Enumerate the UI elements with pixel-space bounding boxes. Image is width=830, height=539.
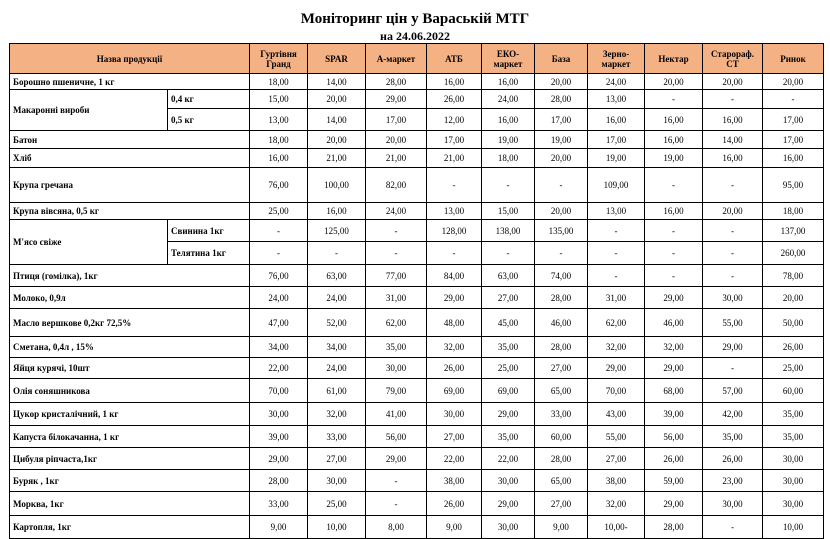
price-cell: 29,00 (366, 448, 427, 470)
price-cell: - (703, 220, 763, 242)
price-cell: 63,00 (482, 265, 535, 287)
price-cell: 27,00 (427, 426, 482, 448)
price-cell: 9,00 (535, 516, 588, 539)
price-cell: 26,00 (427, 358, 482, 379)
price-cell: 13,00 (588, 203, 645, 220)
price-cell: 24,00 (366, 203, 427, 220)
price-cell: 20,00 (703, 74, 763, 90)
price-cell: 29,00 (482, 492, 535, 516)
price-cell: 77,00 (366, 265, 427, 287)
price-cell: - (366, 220, 427, 242)
price-cell: 79,00 (366, 379, 427, 403)
price-cell: 16,00 (763, 149, 824, 168)
page-date: на 24.06.2022 (380, 29, 450, 43)
price-cell: 24,00 (482, 90, 535, 109)
price-cell: 14,00 (308, 74, 366, 90)
price-cell: - (703, 358, 763, 379)
price-table (9, 43, 824, 539)
price-cell: 29,00 (366, 90, 427, 109)
price-cell: 20,00 (366, 131, 427, 149)
price-cell: 138,00 (482, 220, 535, 242)
price-cell: 30,00 (366, 358, 427, 379)
price-cell: 15,00 (482, 203, 535, 220)
price-cell: - (703, 90, 763, 109)
table-row (10, 403, 824, 426)
price-cell: 9,00 (250, 516, 308, 539)
price-cell: 16,00 (645, 131, 703, 149)
price-cell: 27,00 (308, 448, 366, 470)
price-cell: 33,00 (308, 426, 366, 448)
price-cell: 27,00 (535, 492, 588, 516)
price-cell: 27,00 (535, 358, 588, 379)
header-cell: SPAR (308, 44, 366, 74)
price-cell: 68,00 (645, 379, 703, 403)
price-cell: - (535, 168, 588, 203)
price-cell: 47,00 (250, 309, 308, 337)
price-cell: 19,00 (482, 131, 535, 149)
price-cell: - (482, 242, 535, 265)
price-cell: - (703, 242, 763, 265)
price-cell: 30,00 (703, 492, 763, 516)
table-row (10, 90, 824, 109)
price-cell: 26,00 (427, 492, 482, 516)
price-cell: 16,00 (703, 109, 763, 131)
header-cell: Зерно-маркет (588, 44, 645, 74)
price-cell: 18,00 (482, 149, 535, 168)
price-cell: 17,00 (763, 131, 824, 149)
price-cell: 82,00 (366, 168, 427, 203)
price-cell: - (645, 90, 703, 109)
price-cell: 25,00 (250, 203, 308, 220)
price-cell: 8,00 (366, 516, 427, 539)
price-cell: 30,00 (763, 470, 824, 492)
price-cell: 60,00 (763, 379, 824, 403)
price-cell: 35,00 (703, 426, 763, 448)
product-name: Макаронні вироби (10, 90, 168, 131)
price-cell: 29,00 (703, 337, 763, 358)
price-cell: 17,00 (427, 131, 482, 149)
price-cell: 38,00 (588, 470, 645, 492)
price-cell: - (482, 168, 535, 203)
price-cell: 20,00 (535, 74, 588, 90)
price-cell: 125,00 (308, 220, 366, 242)
table-row (10, 358, 824, 379)
price-cell: 61,00 (308, 379, 366, 403)
price-cell: 26,00 (645, 448, 703, 470)
header-cell: АТБ (427, 44, 482, 74)
price-cell: 10,00- (588, 516, 645, 539)
price-cell: 76,00 (250, 168, 308, 203)
table-row (10, 426, 824, 448)
product-name: Крупа вівсяна, 0,5 кг (10, 203, 250, 220)
price-cell: 15,00 (250, 90, 308, 109)
price-cell: 23,00 (703, 470, 763, 492)
price-cell: 260,00 (763, 242, 824, 265)
price-cell: 28,00 (645, 516, 703, 539)
price-cell: 28,00 (535, 337, 588, 358)
table-row (10, 309, 824, 337)
price-cell: 28,00 (366, 74, 427, 90)
price-cell: 16,00 (645, 203, 703, 220)
price-cell: 28,00 (535, 448, 588, 470)
price-cell: 41,00 (366, 403, 427, 426)
price-cell: 20,00 (535, 149, 588, 168)
price-cell: - (588, 265, 645, 287)
product-name: Буряк , 1кг (10, 470, 250, 492)
table-row (10, 74, 824, 90)
price-cell: 62,00 (366, 309, 427, 337)
price-cell: - (366, 470, 427, 492)
product-variant: 0,4 кг (168, 90, 250, 109)
product-variant: Свинина 1кг (168, 220, 250, 242)
price-cell: 14,00 (308, 109, 366, 131)
price-cell: 35,00 (366, 337, 427, 358)
price-cell: 34,00 (250, 337, 308, 358)
table-row (10, 168, 824, 203)
price-cell: 137,00 (763, 220, 824, 242)
price-cell: - (703, 516, 763, 539)
price-cell: 39,00 (645, 403, 703, 426)
price-cell: 45,00 (482, 309, 535, 337)
price-cell: - (645, 220, 703, 242)
price-cell: 12,00 (427, 109, 482, 131)
price-cell: 20,00 (308, 90, 366, 109)
price-cell: 32,00 (588, 337, 645, 358)
table-row (10, 220, 824, 242)
price-cell: 17,00 (535, 109, 588, 131)
price-cell: 38,00 (427, 470, 482, 492)
price-cell: 9,00 (427, 516, 482, 539)
header-cell: Нектар (645, 44, 703, 74)
product-name: Хліб (10, 149, 250, 168)
price-cell: 10,00 (308, 516, 366, 539)
price-cell: 32,00 (588, 492, 645, 516)
price-cell: 30,00 (703, 287, 763, 309)
price-cell: 13,00 (588, 90, 645, 109)
price-cell: 34,00 (308, 337, 366, 358)
price-cell: 30,00 (427, 403, 482, 426)
price-cell: 26,00 (703, 448, 763, 470)
price-cell: 29,00 (645, 492, 703, 516)
price-cell: 27,00 (588, 448, 645, 470)
price-cell: 33,00 (535, 403, 588, 426)
price-cell: 100,00 (308, 168, 366, 203)
price-cell: 17,00 (366, 109, 427, 131)
price-cell: 29,00 (250, 448, 308, 470)
price-cell: 78,00 (763, 265, 824, 287)
price-cell: 26,00 (427, 90, 482, 109)
price-cell: 28,00 (250, 470, 308, 492)
price-cell: 18,00 (763, 203, 824, 220)
price-cell: 16,00 (427, 74, 482, 90)
product-name: Яйця курячі, 10шт (10, 358, 250, 379)
price-cell: 29,00 (645, 287, 703, 309)
product-variant: 0,5 кг (168, 109, 250, 131)
price-cell: 29,00 (427, 287, 482, 309)
product-name: Картопля, 1кг (10, 516, 250, 539)
price-cell: 20,00 (763, 74, 824, 90)
header-cell: А-маркет (366, 44, 427, 74)
table-row (10, 492, 824, 516)
price-cell: 29,00 (645, 358, 703, 379)
price-cell: - (645, 242, 703, 265)
price-cell: 32,00 (308, 403, 366, 426)
product-name: Батон (10, 131, 250, 149)
price-cell: 35,00 (763, 426, 824, 448)
price-cell: 46,00 (645, 309, 703, 337)
price-cell: 29,00 (588, 358, 645, 379)
price-cell: 16,00 (703, 149, 763, 168)
header-cell: Гуртівня Гранд (250, 44, 308, 74)
price-cell: 33,00 (250, 492, 308, 516)
price-cell: - (427, 168, 482, 203)
price-cell: 84,00 (427, 265, 482, 287)
price-cell: 21,00 (427, 149, 482, 168)
price-cell: 13,00 (427, 203, 482, 220)
price-cell: 28,00 (535, 90, 588, 109)
page-title: Моніторинг цін у Вараській МТГ (300, 11, 530, 27)
header-row (10, 44, 824, 74)
price-cell: 16,00 (482, 109, 535, 131)
price-cell: 17,00 (588, 131, 645, 149)
price-cell: 16,00 (308, 203, 366, 220)
price-cell: 30,00 (482, 516, 535, 539)
price-cell: 69,00 (427, 379, 482, 403)
price-cell: 56,00 (645, 426, 703, 448)
price-cell: 74,00 (535, 265, 588, 287)
price-cell: 31,00 (366, 287, 427, 309)
price-cell: 70,00 (588, 379, 645, 403)
price-cell: 42,00 (703, 403, 763, 426)
product-name: Морква, 1кг (10, 492, 250, 516)
price-cell: 28,00 (535, 287, 588, 309)
price-cell: 35,00 (763, 403, 824, 426)
price-cell: 25,00 (482, 358, 535, 379)
price-cell: 16,00 (250, 149, 308, 168)
price-cell: 25,00 (308, 492, 366, 516)
table-row (10, 149, 824, 168)
price-cell: - (308, 242, 366, 265)
price-cell: 128,00 (427, 220, 482, 242)
price-cell: 20,00 (703, 203, 763, 220)
price-cell: 19,00 (588, 149, 645, 168)
price-cell: 62,00 (588, 309, 645, 337)
price-cell: 48,00 (427, 309, 482, 337)
price-cell: 16,00 (482, 74, 535, 90)
price-cell: 27,00 (482, 287, 535, 309)
price-cell: - (250, 220, 308, 242)
price-cell: 30,00 (482, 470, 535, 492)
price-cell: 135,00 (535, 220, 588, 242)
price-cell: - (427, 242, 482, 265)
price-cell: 26,00 (763, 337, 824, 358)
price-cell: 20,00 (763, 287, 824, 309)
price-cell: 22,00 (427, 448, 482, 470)
table-row (10, 203, 824, 220)
price-cell: - (703, 168, 763, 203)
product-name: Цукор кристалічний, 1 кг (10, 403, 250, 426)
price-cell: - (535, 242, 588, 265)
price-cell: 57,00 (703, 379, 763, 403)
price-cell: 21,00 (366, 149, 427, 168)
price-cell: 18,00 (250, 74, 308, 90)
price-cell: 31,00 (588, 287, 645, 309)
price-cell: 24,00 (588, 74, 645, 90)
price-cell: 17,00 (763, 109, 824, 131)
price-cell: 30,00 (250, 403, 308, 426)
price-cell: 109,00 (588, 168, 645, 203)
price-cell: 19,00 (535, 131, 588, 149)
table-row (10, 470, 824, 492)
product-name: Капуста білокачанна, 1 кг (10, 426, 250, 448)
price-cell: 22,00 (482, 448, 535, 470)
price-cell: 21,00 (308, 149, 366, 168)
price-cell: 39,00 (250, 426, 308, 448)
table-row (10, 131, 824, 149)
price-cell: 20,00 (645, 74, 703, 90)
price-cell: 76,00 (250, 265, 308, 287)
price-cell: 56,00 (366, 426, 427, 448)
price-cell: 30,00 (763, 448, 824, 470)
price-cell: 50,00 (763, 309, 824, 337)
price-cell: - (645, 168, 703, 203)
header-cell: Назва продукції (10, 44, 250, 74)
table-row (10, 516, 824, 539)
price-cell: 30,00 (763, 492, 824, 516)
table-row (10, 379, 824, 403)
price-cell: - (588, 242, 645, 265)
price-cell: 10,00 (763, 516, 824, 539)
price-cell: 60,00 (535, 426, 588, 448)
product-name: Масло вершкове 0,2кг 72,5% (10, 309, 250, 337)
price-cell: 55,00 (703, 309, 763, 337)
product-name: Птиця (гомілка), 1кг (10, 265, 250, 287)
table-body (10, 74, 824, 539)
price-cell: 32,00 (645, 337, 703, 358)
price-cell: 35,00 (482, 426, 535, 448)
product-name: М'ясо свіже (10, 220, 168, 265)
price-cell: 69,00 (482, 379, 535, 403)
price-cell: - (645, 265, 703, 287)
product-name: Молоко, 0,9л (10, 287, 250, 309)
header-cell: Старораф. СТ (703, 44, 763, 74)
price-cell: 43,00 (588, 403, 645, 426)
price-cell: 24,00 (250, 287, 308, 309)
product-name: Крупа гречана (10, 168, 250, 203)
price-cell: 16,00 (588, 109, 645, 131)
price-cell: - (588, 220, 645, 242)
price-cell: 20,00 (308, 131, 366, 149)
price-cell: 65,00 (535, 470, 588, 492)
price-cell: 19,00 (645, 149, 703, 168)
table-row (10, 287, 824, 309)
product-name: Олія соняшникова (10, 379, 250, 403)
price-cell: 22,00 (250, 358, 308, 379)
price-cell: 46,00 (535, 309, 588, 337)
price-cell: 52,00 (308, 309, 366, 337)
price-cell: 25,00 (763, 358, 824, 379)
table-row (10, 448, 824, 470)
header-cell: ЕКО-маркет (482, 44, 535, 74)
price-cell: 18,00 (250, 131, 308, 149)
price-cell: 65,00 (535, 379, 588, 403)
price-cell: 24,00 (308, 358, 366, 379)
price-cell: - (366, 492, 427, 516)
price-cell: - (250, 242, 308, 265)
price-cell: 63,00 (308, 265, 366, 287)
table-row (10, 337, 824, 358)
header-cell: Ринок (763, 44, 824, 74)
table-row (10, 265, 824, 287)
price-cell: 70,00 (250, 379, 308, 403)
product-name: Сметана, 0,4л , 15% (10, 337, 250, 358)
price-cell: 32,00 (427, 337, 482, 358)
price-cell: - (763, 90, 824, 109)
product-variant: Телятина 1кг (168, 242, 250, 265)
price-cell: 16,00 (645, 109, 703, 131)
price-cell: - (366, 242, 427, 265)
product-name: Цибуля ріпчаста,1кг (10, 448, 250, 470)
price-cell: 13,00 (250, 109, 308, 131)
price-cell: 14,00 (703, 131, 763, 149)
price-cell: 20,00 (535, 203, 588, 220)
price-cell: 24,00 (308, 287, 366, 309)
price-cell: 29,00 (482, 403, 535, 426)
price-cell: 55,00 (588, 426, 645, 448)
header-cell: База (535, 44, 588, 74)
price-cell: 59,00 (645, 470, 703, 492)
price-cell: 35,00 (482, 337, 535, 358)
product-name: Борошно пшеничне, 1 кг (10, 74, 250, 90)
price-cell: - (703, 265, 763, 287)
price-cell: 30,00 (308, 470, 366, 492)
price-cell: 95,00 (763, 168, 824, 203)
